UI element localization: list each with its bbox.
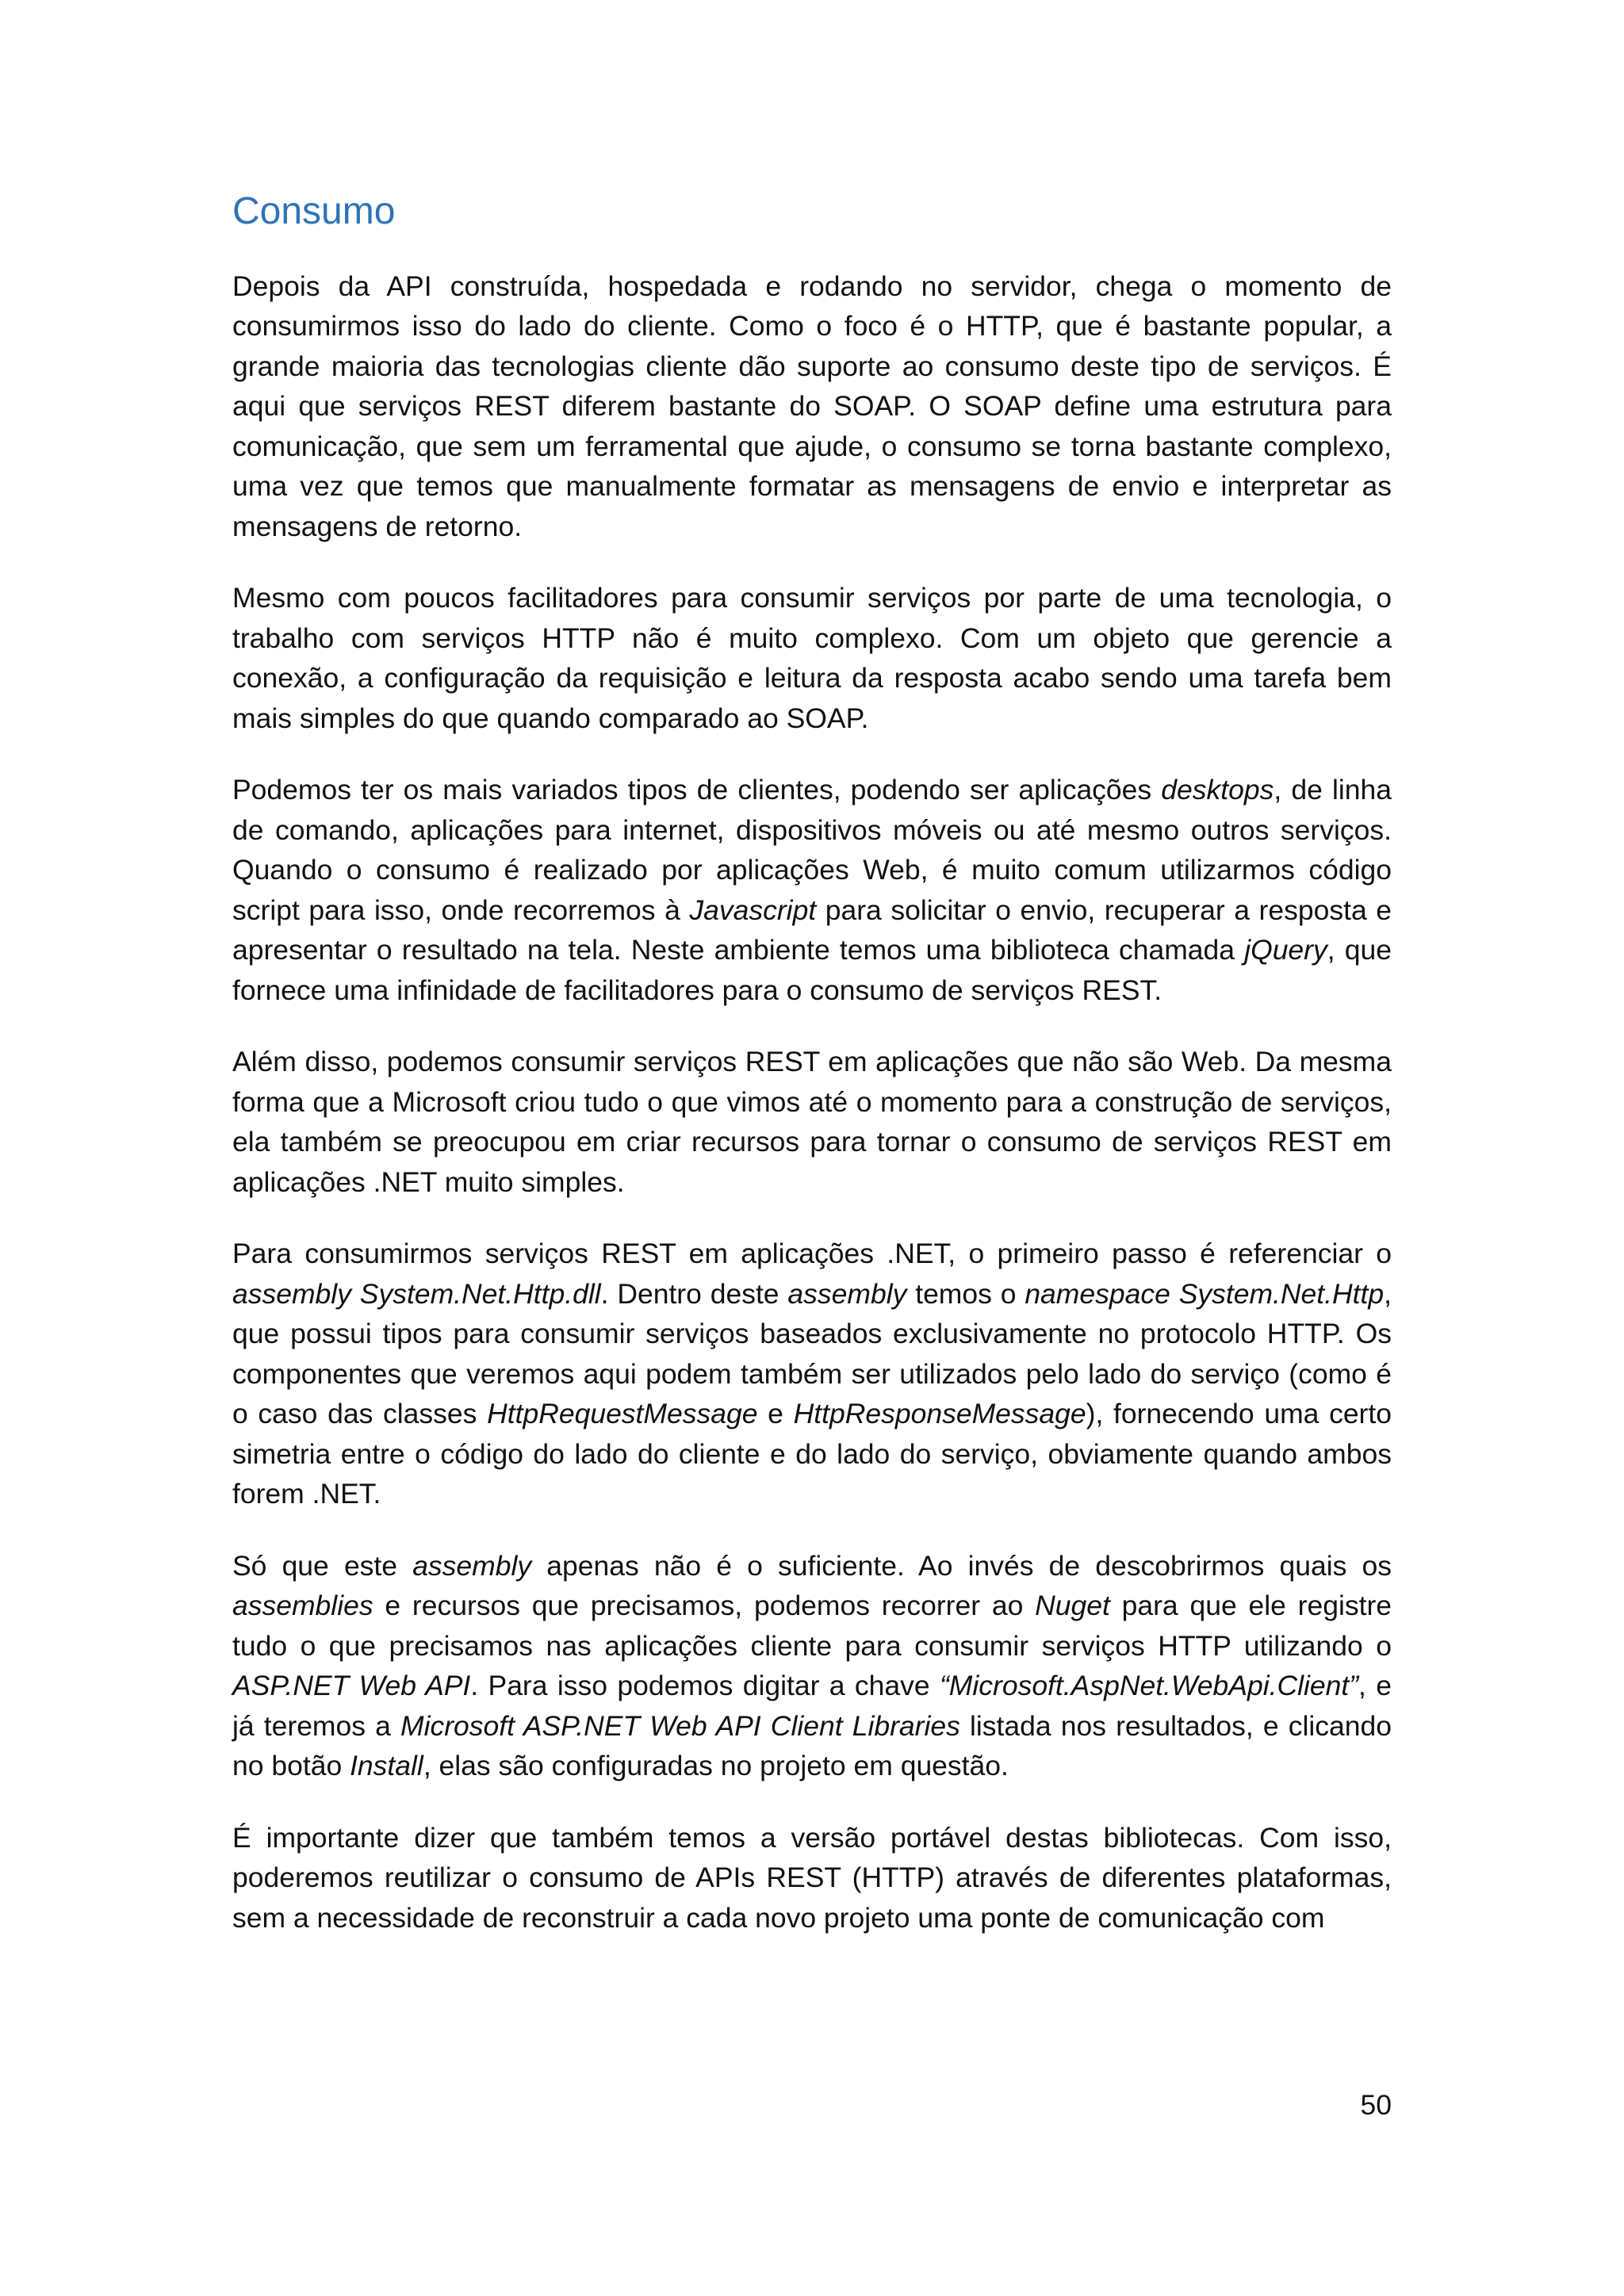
italic-text: namespace System.Net.Http bbox=[1025, 1277, 1385, 1310]
italic-text: Install bbox=[350, 1750, 423, 1782]
text-run: Depois da API construída, hospedada e rodando no servidor, chega o momento de consumirmos isso do lado do cliente. Como o foco é o HTTP, que é bastante popular, a grande maioria das tecnologias cliente dão suporte ao consumo deste tipo de serviços. É aqui que serviços REST diferem bastante do SOAP. O SOAP define uma estrutura para comunicação, que sem um ferramental que ajude, o consumo se torna bastante complexo, uma vez que temos que manualmente formatar as mensagens de envio e interpretar as mensagens de retorno. bbox=[232, 270, 1392, 542]
text-run: apenas não é o suficiente. Ao invés de descobrirmos quais os bbox=[531, 1549, 1392, 1582]
text-run: , que possui tipos para consumir serviços baseados exclusivamente no protocolo HTTP. Os componentes que veremos aqui podem também ser utilizados pelo lado do serviço (como é o caso das classes bbox=[232, 1277, 1392, 1430]
italic-text: HttpRequestMessage bbox=[487, 1398, 758, 1430]
text-run: . Dentro deste bbox=[600, 1277, 788, 1310]
page-number: 50 bbox=[1360, 2089, 1392, 2121]
paragraph bbox=[232, 1234, 1392, 1514]
paragraph bbox=[232, 1546, 1392, 1786]
paragraph bbox=[232, 578, 1392, 738]
italic-text: desktops bbox=[1161, 774, 1274, 806]
italic-text: assembly System.Net.Http.dll bbox=[232, 1277, 601, 1310]
text-run: , de linha de comando, aplicações para internet, dispositivos móveis ou até mesmo outros serviços. Quando o consumo é realizado por aplicações Web, é muito comum utilizarmos código script para isso, onde recorremos à bbox=[232, 774, 1392, 926]
text-run: É importante dizer que também temos a versão portável destas bibliotecas. Com isso, poderemos reutilizar o consumo de APIs REST (HTTP) através de diferentes plataformas, sem a necessidade de reconstruir a cada novo projeto uma ponte de comunicação com bbox=[232, 1821, 1392, 1934]
text-run: , elas são configuradas no projeto em questão. bbox=[423, 1750, 1009, 1782]
text-run: Mesmo com poucos facilitadores para consumir serviços por parte de uma tecnologia, o trabalho com serviços HTTP não é muito complexo. Com um objeto que gerencie a conexão, a configuração da requisição e leitura da resposta acabo sendo uma tarefa bem mais simples do que quando comparado ao SOAP. bbox=[232, 582, 1392, 734]
paragraph bbox=[232, 266, 1392, 547]
text-run: e recursos que precisamos, podemos recorrer ao bbox=[373, 1590, 1036, 1622]
text-run: Podemos ter os mais variados tipos de clientes, podendo ser aplicações bbox=[232, 774, 1162, 806]
text-run: , e já teremos a bbox=[232, 1670, 1392, 1742]
body-text bbox=[232, 266, 1392, 1938]
text-run: Só que este bbox=[232, 1549, 413, 1582]
paragraph bbox=[232, 1042, 1392, 1202]
italic-text: ASP.NET Web API bbox=[232, 1670, 471, 1702]
text-run: listada nos resultados, e clicando no botão bbox=[232, 1709, 1392, 1782]
page-content bbox=[232, 189, 1392, 1969]
italic-text: assembly bbox=[787, 1277, 907, 1310]
text-run: Além disso, podemos consumir serviços REST em aplicações que não são Web. Da mesma forma que a Microsoft criou tudo o que vimos até o momento para a construção de serviços, ela também se preocupou em criar recursos para tornar o consumo de serviços REST em aplicações .NET muito simples. bbox=[232, 1046, 1392, 1198]
italic-text: Javascript bbox=[689, 894, 817, 926]
italic-text: “Microsoft.AspNet.WebApi.Client” bbox=[939, 1670, 1359, 1702]
section-heading: Consumo bbox=[232, 190, 396, 232]
text-run: Para consumirmos serviços REST em aplicações .NET, o primeiro passo é referenciar o bbox=[232, 1238, 1392, 1270]
text-run: e bbox=[757, 1398, 794, 1430]
text-run: para que ele registre tudo o que precisamos nas aplicações cliente para consumir serviços HTTP utilizando o bbox=[232, 1590, 1392, 1662]
italic-text: assemblies bbox=[232, 1590, 373, 1622]
paragraph bbox=[232, 770, 1392, 1010]
italic-text: assembly bbox=[412, 1549, 532, 1582]
italic-text: Nuget bbox=[1035, 1590, 1110, 1622]
paragraph bbox=[232, 1818, 1392, 1938]
text-run: , que fornece uma infinidade de facilitadores para o consumo de serviços REST. bbox=[232, 934, 1392, 1006]
text-run: temos o bbox=[906, 1277, 1025, 1310]
text-run: para solicitar o envio, recuperar a resposta e apresentar o resultado na tela. Neste ambiente temos uma biblioteca chamada bbox=[232, 894, 1392, 966]
italic-text: HttpResponseMessage bbox=[793, 1398, 1086, 1430]
text-run: ), fornecendo uma certo simetria entre o código do lado do cliente e do lado do serviço, obviamente quando ambos forem .NET. bbox=[232, 1398, 1392, 1510]
text-run: . Para isso podemos digitar a chave bbox=[470, 1670, 940, 1702]
italic-text: Microsoft ASP.NET Web API Client Libraries bbox=[400, 1709, 960, 1742]
italic-text: jQuery bbox=[1244, 934, 1327, 966]
